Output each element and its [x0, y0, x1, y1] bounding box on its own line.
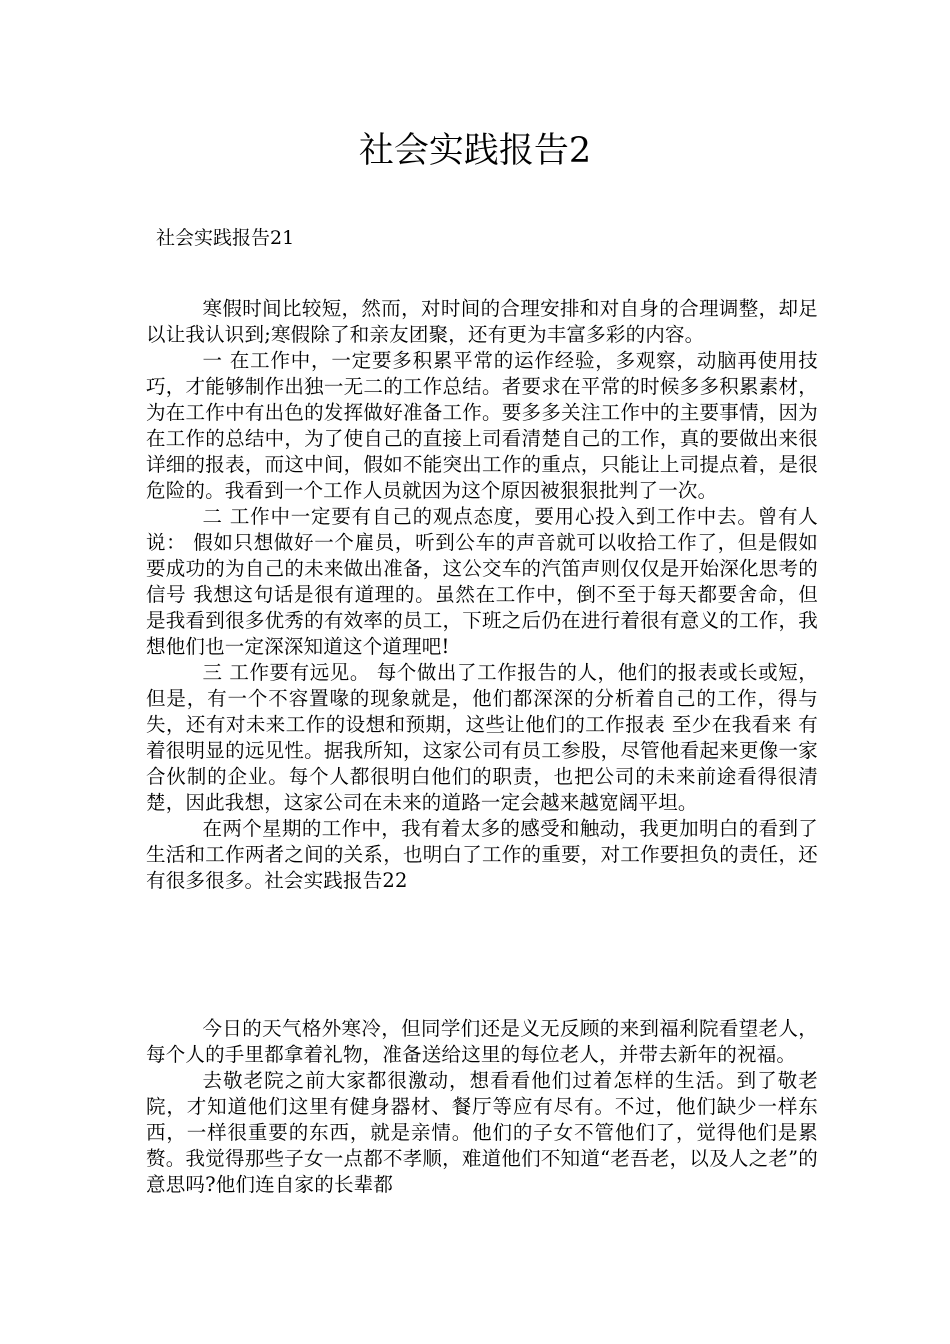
paragraph: 三 工作要有远见。 每个做出了工作报告的人，他们的报表或长或短，但是，有一个不容置喙的现象就是，他们都深深的分析着自己的工作，得与失，还有对未来工作的设想和预期，这些让他们的工作报表 至少在我看来 有着很明显的远见性。据我所知，这家公司有员工参股，尽管他看起来更像一家合伙制的企业。每个人都很明白他们的职责，也把公司的未来前途看得很清楚，因此我想，这家公司在未来的道路一定会越来越宽阔平坦。 — [146, 661, 818, 814]
section-two — [146, 1016, 818, 1198]
paragraph: 寒假时间比较短，然而，对时间的合理安排和对自身的合理调整，却足以让我认识到;寒假除了和亲友团聚，还有更为丰富多彩的内容。 — [146, 297, 818, 346]
section-one — [146, 296, 818, 894]
document-subtitle: 社会实践报告21 — [156, 227, 295, 249]
paragraph: 去敬老院之前大家都很激动，想看看他们过着怎样的生活。到了敬老院，才知道他们这里有健身器材、餐厅等应有尽有。不过，他们缺少一样东西，一样很重要的东西，就是亲情。他们的子女不管他们了，觉得他们是累赘。我觉得那些子女一点都不孝顺，难道他们不知道“老吾老，以及人之老”的意思吗?他们连自家的长辈都 — [146, 1069, 818, 1196]
document-title: 社会实践报告2 — [358, 131, 592, 171]
paragraph: 在两个星期的工作中，我有着太多的感受和触动，我更加明白的看到了生活和工作两者之间的关系，也明白了工作的重要，对工作要担负的责任，还有很多很多。社会实践报告22 — [146, 817, 818, 892]
paragraph: 二 工作中一定要有自己的观点态度，要用心投入到工作中去。曾有人说： 假如只想做好一个雇员，听到公车的声音就可以收拾工作了，但是假如要成功的为自己的未来做出准备，这公交车的汽笛声则仅仅是开始深化思考的信号 我想这句话是很有道理的。虽然在工作中，倒不至于每天都要舍命，但是我看到很多优秀的有效率的员工，下班之后仍在进行着很有意义的工作，我想他们也一定深深知道这个道理吧! — [146, 505, 818, 658]
paragraph: 今日的天气格外寒冷，但同学们还是义无反顾的来到福利院看望老人，每个人的手里都拿着礼物，准备送给这里的每位老人，并带去新年的祝福。 — [146, 1017, 818, 1066]
paragraph: 一 在工作中，一定要多积累平常的运作经验，多观察，动脑再使用技巧，才能够制作出独一无二的工作总结。者要求在平常的时候多多积累素材，为在工作中有出色的发挥做好准备工作。要多多关注工作中的主要事情，因为在工作的总结中，为了使自己的直接上司看清楚自己的工作，真的要做出来很详细的报表，而这中间，假如不能突出工作的重点，只能让上司提点着，是很危险的。我看到一个工作人员就因为这个原因被狠狠批判了一次。 — [146, 349, 818, 502]
